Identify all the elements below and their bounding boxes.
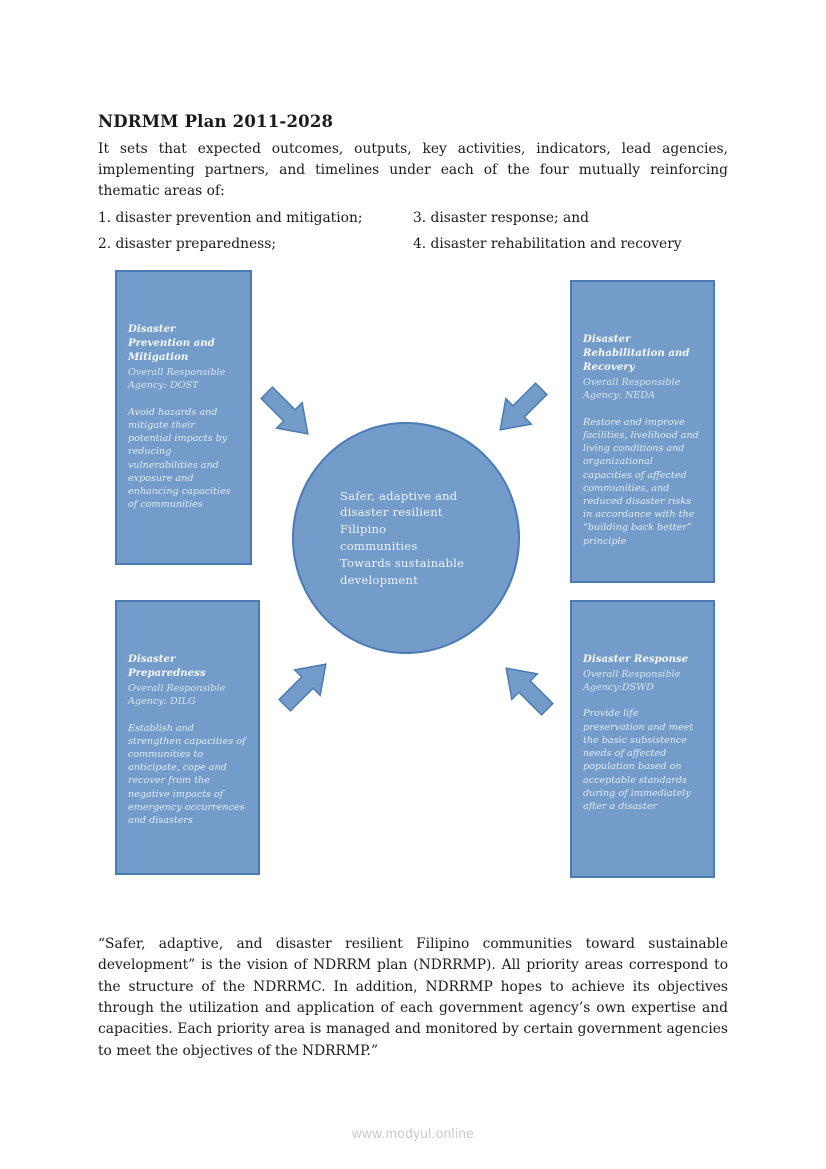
vision-line: development [340, 572, 418, 587]
list-column-left [98, 208, 413, 260]
page-title: NDRMM Plan 2011-2028 [98, 112, 334, 131]
closing-paragraph: “Safer, adaptive, and disaster resilient Filipino communities toward sustainable development” is the vision of NDRRM plan (NDRRMP). All priority areas correspond to the structure of the NDRRMC. In addition, NDRRMP hopes to achieve its objectives through the utilization and application of each government agency’s own expertise and capacities. Each priority area is managed and monitored by certain government agencies to meet the objectives of the NDRRMP.” [98, 935, 728, 1059]
box-disaster-preparedness [115, 600, 260, 875]
list-item-4: 4. disaster rehabilitation and recovery [413, 235, 682, 252]
vision-line: Safer, adaptive and [340, 488, 458, 503]
arrow-top-left-icon [250, 376, 326, 452]
box-body: Establish and strengthen capacities of communities to anticipate, cope and recover from the negative impacts of emergency occurrences and disasters [128, 722, 246, 827]
arrow-top-right-icon [482, 372, 558, 448]
box-disaster-prevention-mitigation [115, 270, 252, 565]
box-disaster-response [570, 600, 715, 878]
box-agency: Overall Responsible Agency: NEDA [583, 377, 681, 402]
list-item-3: 3. disaster response; and [413, 209, 589, 226]
box-title: Disaster Prevention and Mitigation [128, 322, 215, 364]
list-item-1: 1. disaster prevention and mitigation; [98, 209, 363, 226]
ndrrm-diagram [98, 270, 728, 892]
vision-line: Towards sustainable [340, 555, 465, 570]
thematic-areas-list [98, 208, 728, 260]
box-body: Avoid hazards and mitigate their potential impacts by reducing vulnerabilities and exposure and enhancing capacities of communities [128, 406, 231, 511]
box-disaster-rehabilitation-recovery [570, 280, 715, 583]
box-body: Restore and improve facilities, livelihood and living conditions and organizational capacities of affected communities, and reduced disaster risks in accordance with the “building back better” principle [583, 416, 699, 547]
box-agency: Overall Responsible Agency: DOST [128, 367, 226, 392]
vision-circle [292, 422, 520, 654]
box-body: Provide life preservation and meet the basic subsistence needs of affected population based on acceptable standards during of immediately after a disaster [583, 708, 694, 813]
box-title: Disaster Rehabilitation and Recovery [583, 332, 690, 374]
vision-line: communities [340, 538, 418, 553]
box-agency: Overall Responsible Agency: DILG [128, 683, 226, 708]
list-item-2: 2. disaster preparedness; [98, 235, 276, 252]
box-title: Disaster Response [583, 652, 689, 665]
arrow-bottom-right-icon [488, 650, 564, 726]
vision-line: disaster resilient [340, 505, 443, 520]
intro-paragraph: It sets that expected outcomes, outputs, key activities, indicators, lead agencies, implementing partners, and timelines under each of the four mutually reinforcing thematic areas of: [98, 141, 728, 199]
list-column-right [413, 208, 728, 260]
box-title: Disaster Preparedness [128, 652, 206, 679]
arrow-bottom-left-icon [268, 646, 344, 722]
box-agency: Overall Responsible Agency:DSWD [583, 668, 681, 694]
vision-line: Filipino [340, 522, 387, 537]
watermark: www.modyul.online [351, 1126, 475, 1141]
